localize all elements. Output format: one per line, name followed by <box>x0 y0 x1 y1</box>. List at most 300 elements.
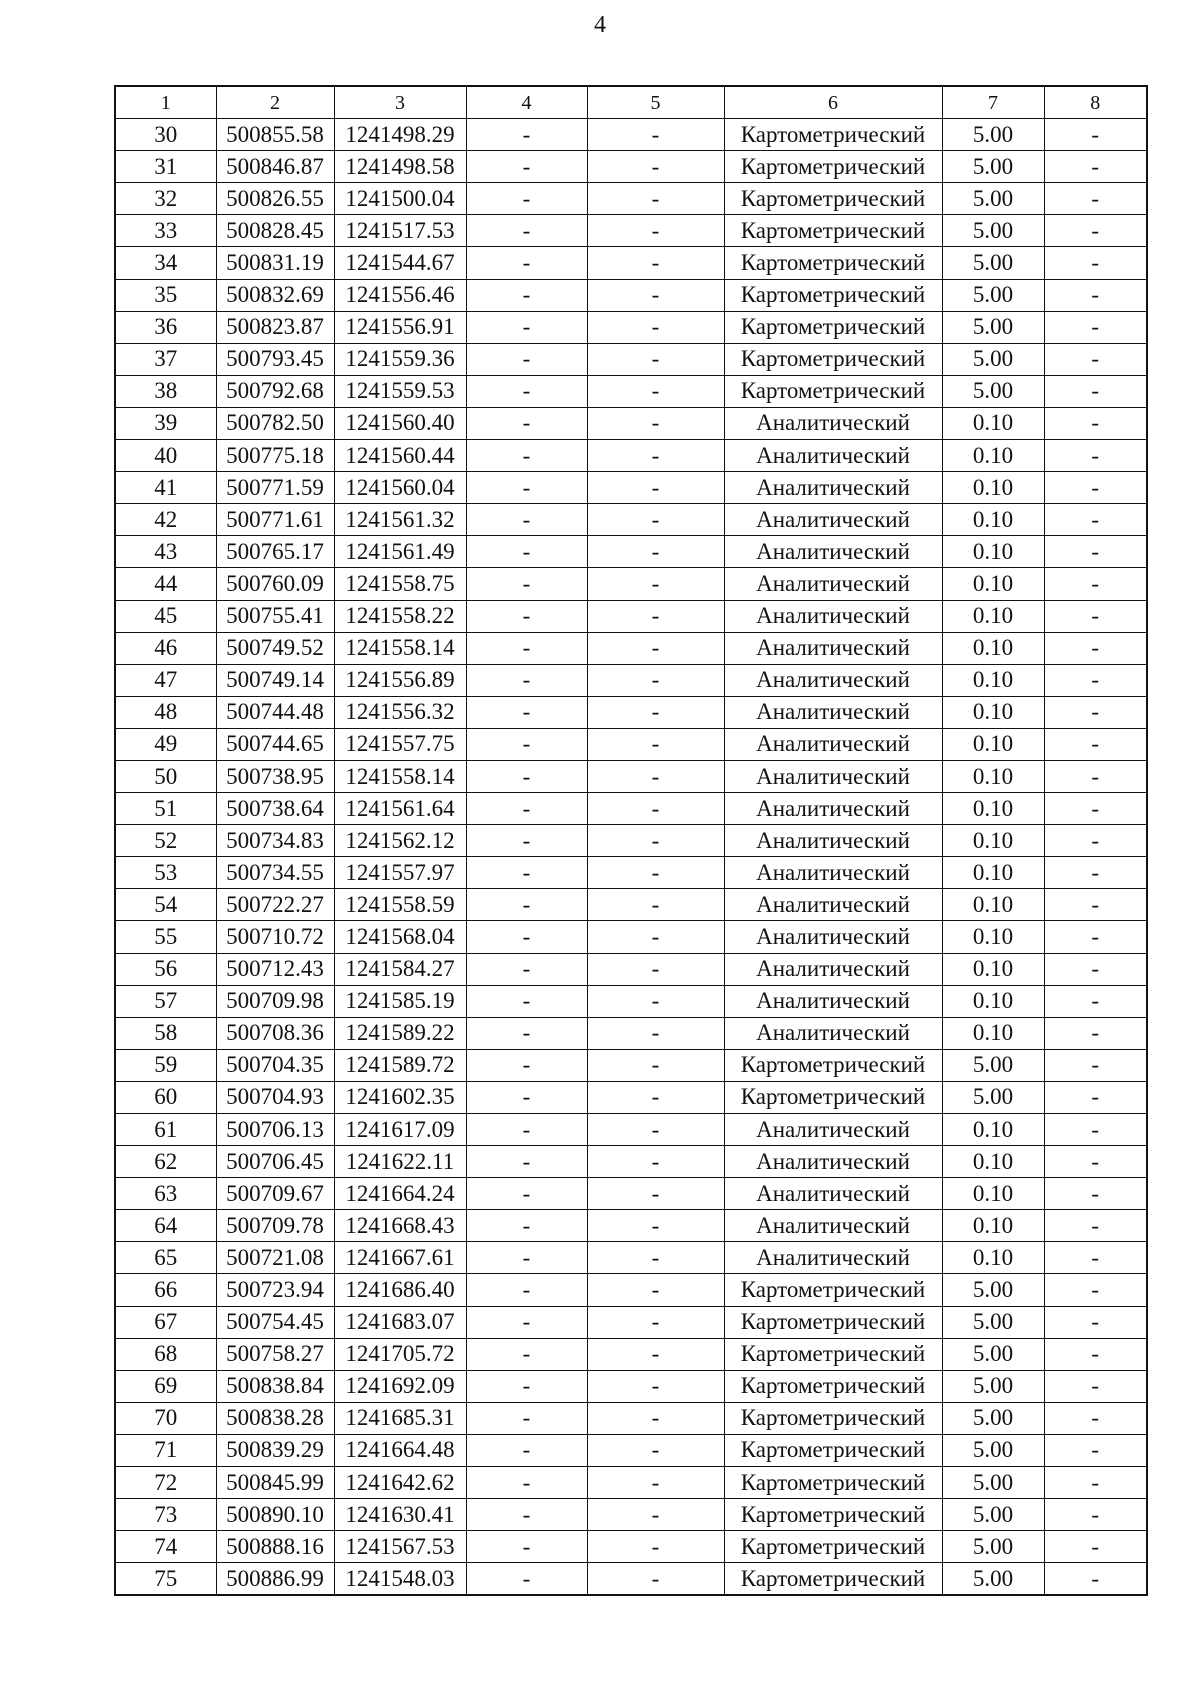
x-coordinate-cell: 500831.19 <box>216 247 334 279</box>
table-row <box>115 953 1147 985</box>
column-5-cell: - <box>587 375 724 407</box>
column-5-cell: - <box>587 1531 724 1563</box>
accuracy-cell: 0.10 <box>942 440 1044 472</box>
point-number-cell: 73 <box>115 1499 216 1531</box>
column-5-cell: - <box>587 1402 724 1434</box>
accuracy-cell: 5.00 <box>942 279 1044 311</box>
column-4-cell: - <box>466 375 587 407</box>
point-number-cell: 52 <box>115 825 216 857</box>
column-5-cell: - <box>587 1178 724 1210</box>
column-4-cell: - <box>466 985 587 1017</box>
point-number-cell: 70 <box>115 1402 216 1434</box>
method-cell: Картометрический <box>724 183 942 215</box>
column-5-cell: - <box>587 504 724 536</box>
column-8-cell: - <box>1044 857 1147 889</box>
column-5-cell: - <box>587 1467 724 1499</box>
header-cell-8: 8 <box>1044 86 1147 119</box>
table-row <box>115 183 1147 215</box>
column-8-cell: - <box>1044 119 1147 151</box>
column-8-cell: - <box>1044 1242 1147 1274</box>
accuracy-cell: 5.00 <box>942 1434 1044 1466</box>
column-4-cell: - <box>466 1146 587 1178</box>
y-coordinate-cell: 1241559.36 <box>334 343 466 375</box>
column-8-cell: - <box>1044 1563 1147 1596</box>
header-cell-3: 3 <box>334 86 466 119</box>
point-number-cell: 42 <box>115 504 216 536</box>
column-8-cell: - <box>1044 1370 1147 1402</box>
column-8-cell: - <box>1044 151 1147 183</box>
column-4-cell: - <box>466 311 587 343</box>
column-4-cell: - <box>466 825 587 857</box>
accuracy-cell: 5.00 <box>942 183 1044 215</box>
column-4-cell: - <box>466 728 587 760</box>
column-5-cell: - <box>587 953 724 985</box>
y-coordinate-cell: 1241556.89 <box>334 664 466 696</box>
method-cell: Аналитический <box>724 440 942 472</box>
column-5-cell: - <box>587 600 724 632</box>
column-8-cell: - <box>1044 279 1147 311</box>
column-4-cell: - <box>466 1049 587 1081</box>
accuracy-cell: 0.10 <box>942 1017 1044 1049</box>
y-coordinate-cell: 1241556.46 <box>334 279 466 311</box>
table-row <box>115 119 1147 151</box>
y-coordinate-cell: 1241642.62 <box>334 1467 466 1499</box>
column-4-cell: - <box>466 407 587 439</box>
y-coordinate-cell: 1241558.22 <box>334 600 466 632</box>
y-coordinate-cell: 1241664.24 <box>334 1178 466 1210</box>
table-row <box>115 632 1147 664</box>
method-cell: Аналитический <box>724 632 942 664</box>
column-8-cell: - <box>1044 183 1147 215</box>
table-row <box>115 1467 1147 1499</box>
accuracy-cell: 5.00 <box>942 215 1044 247</box>
point-number-cell: 51 <box>115 793 216 825</box>
x-coordinate-cell: 500734.55 <box>216 857 334 889</box>
column-8-cell: - <box>1044 536 1147 568</box>
column-5-cell: - <box>587 1338 724 1370</box>
column-8-cell: - <box>1044 760 1147 792</box>
column-8-cell: - <box>1044 728 1147 760</box>
y-coordinate-cell: 1241686.40 <box>334 1274 466 1306</box>
column-8-cell: - <box>1044 343 1147 375</box>
x-coordinate-cell: 500771.61 <box>216 504 334 536</box>
column-8-cell: - <box>1044 793 1147 825</box>
table-row <box>115 1402 1147 1434</box>
method-cell: Аналитический <box>724 504 942 536</box>
column-4-cell: - <box>466 1402 587 1434</box>
accuracy-cell: 5.00 <box>942 1467 1044 1499</box>
accuracy-cell: 0.10 <box>942 568 1044 600</box>
accuracy-cell: 0.10 <box>942 1114 1044 1146</box>
column-8-cell: - <box>1044 1402 1147 1434</box>
column-5-cell: - <box>587 1210 724 1242</box>
column-8-cell: - <box>1044 568 1147 600</box>
column-4-cell: - <box>466 151 587 183</box>
accuracy-cell: 0.10 <box>942 1210 1044 1242</box>
method-cell: Аналитический <box>724 600 942 632</box>
accuracy-cell: 0.10 <box>942 857 1044 889</box>
y-coordinate-cell: 1241705.72 <box>334 1338 466 1370</box>
y-coordinate-cell: 1241560.40 <box>334 407 466 439</box>
column-8-cell: - <box>1044 311 1147 343</box>
column-4-cell: - <box>466 472 587 504</box>
column-5-cell: - <box>587 921 724 953</box>
table-row <box>115 375 1147 407</box>
column-4-cell: - <box>466 664 587 696</box>
accuracy-cell: 0.10 <box>942 825 1044 857</box>
table-row <box>115 1049 1147 1081</box>
column-8-cell: - <box>1044 1274 1147 1306</box>
y-coordinate-cell: 1241668.43 <box>334 1210 466 1242</box>
method-cell: Аналитический <box>724 1146 942 1178</box>
table-row <box>115 1178 1147 1210</box>
accuracy-cell: 0.10 <box>942 1242 1044 1274</box>
x-coordinate-cell: 500723.94 <box>216 1274 334 1306</box>
point-number-cell: 69 <box>115 1370 216 1402</box>
table-row <box>115 889 1147 921</box>
table-row <box>115 343 1147 375</box>
x-coordinate-cell: 500828.45 <box>216 215 334 247</box>
x-coordinate-cell: 500832.69 <box>216 279 334 311</box>
point-number-cell: 54 <box>115 889 216 921</box>
table-row <box>115 247 1147 279</box>
y-coordinate-cell: 1241557.75 <box>334 728 466 760</box>
y-coordinate-cell: 1241585.19 <box>334 985 466 1017</box>
method-cell: Аналитический <box>724 472 942 504</box>
column-8-cell: - <box>1044 600 1147 632</box>
column-8-cell: - <box>1044 375 1147 407</box>
x-coordinate-cell: 500722.27 <box>216 889 334 921</box>
y-coordinate-cell: 1241683.07 <box>334 1306 466 1338</box>
header-cell-2: 2 <box>216 86 334 119</box>
column-5-cell: - <box>587 183 724 215</box>
table-row <box>115 760 1147 792</box>
column-4-cell: - <box>466 760 587 792</box>
accuracy-cell: 5.00 <box>942 1563 1044 1596</box>
x-coordinate-cell: 500738.64 <box>216 793 334 825</box>
method-cell: Аналитический <box>724 664 942 696</box>
column-4-cell: - <box>466 1081 587 1113</box>
accuracy-cell: 5.00 <box>942 151 1044 183</box>
point-number-cell: 49 <box>115 728 216 760</box>
table-row <box>115 1242 1147 1274</box>
point-number-cell: 47 <box>115 664 216 696</box>
accuracy-cell: 0.10 <box>942 1178 1044 1210</box>
point-number-cell: 66 <box>115 1274 216 1306</box>
table-row <box>115 1499 1147 1531</box>
column-8-cell: - <box>1044 1210 1147 1242</box>
method-cell: Картометрический <box>724 343 942 375</box>
column-8-cell: - <box>1044 440 1147 472</box>
table-row <box>115 1114 1147 1146</box>
x-coordinate-cell: 500704.93 <box>216 1081 334 1113</box>
y-coordinate-cell: 1241557.97 <box>334 857 466 889</box>
accuracy-cell: 0.10 <box>942 664 1044 696</box>
column-5-cell: - <box>587 1274 724 1306</box>
column-4-cell: - <box>466 1178 587 1210</box>
y-coordinate-cell: 1241589.22 <box>334 1017 466 1049</box>
column-4-cell: - <box>466 600 587 632</box>
column-8-cell: - <box>1044 1499 1147 1531</box>
y-coordinate-cell: 1241567.53 <box>334 1531 466 1563</box>
column-8-cell: - <box>1044 953 1147 985</box>
column-4-cell: - <box>466 1499 587 1531</box>
point-number-cell: 72 <box>115 1467 216 1499</box>
method-cell: Картометрический <box>724 1049 942 1081</box>
column-4-cell: - <box>466 279 587 311</box>
x-coordinate-cell: 500758.27 <box>216 1338 334 1370</box>
table-row <box>115 1306 1147 1338</box>
column-4-cell: - <box>466 1563 587 1596</box>
column-5-cell: - <box>587 857 724 889</box>
method-cell: Аналитический <box>724 1210 942 1242</box>
method-cell: Аналитический <box>724 793 942 825</box>
accuracy-cell: 5.00 <box>942 1402 1044 1434</box>
column-5-cell: - <box>587 889 724 921</box>
accuracy-cell: 5.00 <box>942 311 1044 343</box>
table-row <box>115 857 1147 889</box>
point-number-cell: 60 <box>115 1081 216 1113</box>
x-coordinate-cell: 500710.72 <box>216 921 334 953</box>
x-coordinate-cell: 500706.13 <box>216 1114 334 1146</box>
point-number-cell: 33 <box>115 215 216 247</box>
accuracy-cell: 0.10 <box>942 504 1044 536</box>
column-8-cell: - <box>1044 1081 1147 1113</box>
point-number-cell: 50 <box>115 760 216 792</box>
method-cell: Аналитический <box>724 696 942 728</box>
x-coordinate-cell: 500744.65 <box>216 728 334 760</box>
column-4-cell: - <box>466 183 587 215</box>
column-4-cell: - <box>466 1531 587 1563</box>
column-8-cell: - <box>1044 664 1147 696</box>
column-8-cell: - <box>1044 825 1147 857</box>
column-5-cell: - <box>587 793 724 825</box>
column-5-cell: - <box>587 536 724 568</box>
y-coordinate-cell: 1241630.41 <box>334 1499 466 1531</box>
table-row <box>115 151 1147 183</box>
column-8-cell: - <box>1044 1531 1147 1563</box>
column-8-cell: - <box>1044 504 1147 536</box>
method-cell: Картометрический <box>724 1370 942 1402</box>
column-8-cell: - <box>1044 1434 1147 1466</box>
column-8-cell: - <box>1044 1306 1147 1338</box>
column-5-cell: - <box>587 1370 724 1402</box>
y-coordinate-cell: 1241622.11 <box>334 1146 466 1178</box>
point-number-cell: 71 <box>115 1434 216 1466</box>
x-coordinate-cell: 500755.41 <box>216 600 334 632</box>
point-number-cell: 56 <box>115 953 216 985</box>
accuracy-cell: 0.10 <box>942 696 1044 728</box>
method-cell: Аналитический <box>724 1017 942 1049</box>
table-row <box>115 215 1147 247</box>
column-4-cell: - <box>466 1210 587 1242</box>
column-5-cell: - <box>587 632 724 664</box>
column-8-cell: - <box>1044 1146 1147 1178</box>
point-number-cell: 30 <box>115 119 216 151</box>
point-number-cell: 55 <box>115 921 216 953</box>
column-4-cell: - <box>466 1467 587 1499</box>
accuracy-cell: 0.10 <box>942 793 1044 825</box>
column-4-cell: - <box>466 793 587 825</box>
point-number-cell: 57 <box>115 985 216 1017</box>
header-cell-4: 4 <box>466 86 587 119</box>
method-cell: Картометрический <box>724 151 942 183</box>
x-coordinate-cell: 500709.67 <box>216 1178 334 1210</box>
point-number-cell: 63 <box>115 1178 216 1210</box>
y-coordinate-cell: 1241562.12 <box>334 825 466 857</box>
column-5-cell: - <box>587 1146 724 1178</box>
x-coordinate-cell: 500888.16 <box>216 1531 334 1563</box>
column-8-cell: - <box>1044 985 1147 1017</box>
column-4-cell: - <box>466 1370 587 1402</box>
column-8-cell: - <box>1044 1017 1147 1049</box>
point-number-cell: 37 <box>115 343 216 375</box>
x-coordinate-cell: 500708.36 <box>216 1017 334 1049</box>
column-5-cell: - <box>587 760 724 792</box>
accuracy-cell: 0.10 <box>942 985 1044 1017</box>
accuracy-cell: 5.00 <box>942 375 1044 407</box>
x-coordinate-cell: 500782.50 <box>216 407 334 439</box>
column-4-cell: - <box>466 536 587 568</box>
x-coordinate-cell: 500744.48 <box>216 696 334 728</box>
x-coordinate-cell: 500709.98 <box>216 985 334 1017</box>
point-number-cell: 41 <box>115 472 216 504</box>
point-number-cell: 68 <box>115 1338 216 1370</box>
column-5-cell: - <box>587 440 724 472</box>
column-4-cell: - <box>466 215 587 247</box>
method-cell: Картометрический <box>724 1434 942 1466</box>
method-cell: Аналитический <box>724 857 942 889</box>
method-cell: Аналитический <box>724 889 942 921</box>
point-number-cell: 74 <box>115 1531 216 1563</box>
point-number-cell: 65 <box>115 1242 216 1274</box>
accuracy-cell: 5.00 <box>942 247 1044 279</box>
table-row <box>115 1081 1147 1113</box>
method-cell: Аналитический <box>724 921 942 953</box>
column-5-cell: - <box>587 1049 724 1081</box>
column-8-cell: - <box>1044 1049 1147 1081</box>
method-cell: Аналитический <box>724 825 942 857</box>
method-cell: Картометрический <box>724 1563 942 1596</box>
method-cell: Картометрический <box>724 1274 942 1306</box>
point-number-cell: 45 <box>115 600 216 632</box>
column-5-cell: - <box>587 1017 724 1049</box>
point-number-cell: 36 <box>115 311 216 343</box>
method-cell: Картометрический <box>724 1499 942 1531</box>
x-coordinate-cell: 500890.10 <box>216 1499 334 1531</box>
x-coordinate-cell: 500721.08 <box>216 1242 334 1274</box>
column-5-cell: - <box>587 279 724 311</box>
y-coordinate-cell: 1241568.04 <box>334 921 466 953</box>
column-4-cell: - <box>466 1114 587 1146</box>
method-cell: Картометрический <box>724 375 942 407</box>
x-coordinate-cell: 500855.58 <box>216 119 334 151</box>
table-row <box>115 825 1147 857</box>
y-coordinate-cell: 1241561.32 <box>334 504 466 536</box>
column-8-cell: - <box>1044 1114 1147 1146</box>
x-coordinate-cell: 500792.68 <box>216 375 334 407</box>
column-5-cell: - <box>587 1306 724 1338</box>
accuracy-cell: 0.10 <box>942 953 1044 985</box>
y-coordinate-cell: 1241692.09 <box>334 1370 466 1402</box>
table-row <box>115 1146 1147 1178</box>
accuracy-cell: 5.00 <box>942 1531 1044 1563</box>
point-number-cell: 75 <box>115 1563 216 1596</box>
accuracy-cell: 5.00 <box>942 1081 1044 1113</box>
method-cell: Аналитический <box>724 407 942 439</box>
x-coordinate-cell: 500709.78 <box>216 1210 334 1242</box>
x-coordinate-cell: 500765.17 <box>216 536 334 568</box>
accuracy-cell: 0.10 <box>942 600 1044 632</box>
column-5-cell: - <box>587 407 724 439</box>
header-cell-6: 6 <box>724 86 942 119</box>
column-8-cell: - <box>1044 696 1147 728</box>
point-number-cell: 38 <box>115 375 216 407</box>
x-coordinate-cell: 500839.29 <box>216 1434 334 1466</box>
column-5-cell: - <box>587 728 724 760</box>
y-coordinate-cell: 1241617.09 <box>334 1114 466 1146</box>
method-cell: Картометрический <box>724 279 942 311</box>
accuracy-cell: 5.00 <box>942 1370 1044 1402</box>
method-cell: Аналитический <box>724 536 942 568</box>
accuracy-cell: 0.10 <box>942 1146 1044 1178</box>
point-number-cell: 31 <box>115 151 216 183</box>
column-4-cell: - <box>466 343 587 375</box>
y-coordinate-cell: 1241667.61 <box>334 1242 466 1274</box>
point-number-cell: 48 <box>115 696 216 728</box>
column-4-cell: - <box>466 1434 587 1466</box>
table-body <box>115 86 1147 1595</box>
column-8-cell: - <box>1044 472 1147 504</box>
point-number-cell: 62 <box>115 1146 216 1178</box>
column-8-cell: - <box>1044 247 1147 279</box>
method-cell: Аналитический <box>724 1114 942 1146</box>
column-5-cell: - <box>587 215 724 247</box>
column-8-cell: - <box>1044 1467 1147 1499</box>
table-row <box>115 407 1147 439</box>
point-number-cell: 40 <box>115 440 216 472</box>
coordinates-table <box>114 85 1148 1596</box>
column-4-cell: - <box>466 632 587 664</box>
y-coordinate-cell: 1241561.49 <box>334 536 466 568</box>
point-number-cell: 59 <box>115 1049 216 1081</box>
x-coordinate-cell: 500886.99 <box>216 1563 334 1596</box>
column-5-cell: - <box>587 825 724 857</box>
method-cell: Картометрический <box>724 1081 942 1113</box>
method-cell: Картометрический <box>724 1306 942 1338</box>
column-4-cell: - <box>466 568 587 600</box>
column-5-cell: - <box>587 1499 724 1531</box>
method-cell: Аналитический <box>724 568 942 600</box>
x-coordinate-cell: 500846.87 <box>216 151 334 183</box>
method-cell: Аналитический <box>724 953 942 985</box>
method-cell: Картометрический <box>724 119 942 151</box>
point-number-cell: 58 <box>115 1017 216 1049</box>
column-8-cell: - <box>1044 1178 1147 1210</box>
y-coordinate-cell: 1241664.48 <box>334 1434 466 1466</box>
table-row <box>115 921 1147 953</box>
accuracy-cell: 0.10 <box>942 921 1044 953</box>
accuracy-cell: 5.00 <box>942 1338 1044 1370</box>
column-5-cell: - <box>587 151 724 183</box>
column-5-cell: - <box>587 1114 724 1146</box>
y-coordinate-cell: 1241561.64 <box>334 793 466 825</box>
y-coordinate-cell: 1241498.58 <box>334 151 466 183</box>
method-cell: Картометрический <box>724 311 942 343</box>
table-row <box>115 696 1147 728</box>
y-coordinate-cell: 1241498.29 <box>334 119 466 151</box>
column-5-cell: - <box>587 343 724 375</box>
